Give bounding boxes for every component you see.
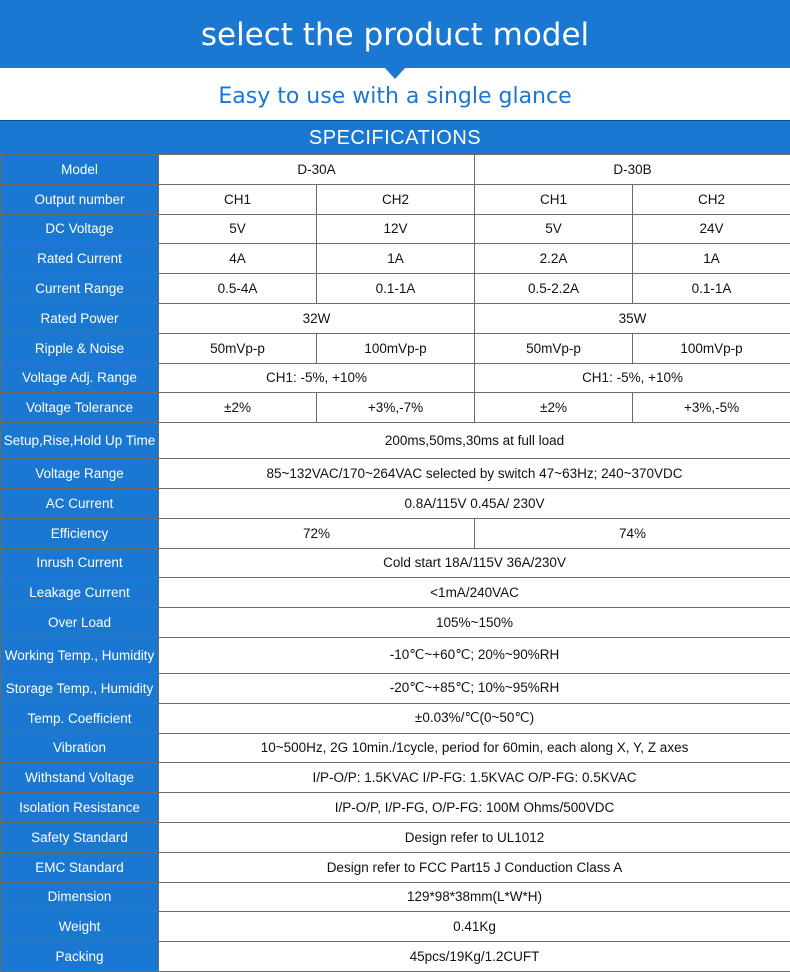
spec-row <box>1 578 790 608</box>
spec-value: 129*98*38mm(L*W*H) <box>159 882 790 912</box>
spec-value: 105%~150% <box>159 608 790 638</box>
specifications-heading: SPECIFICATIONS <box>0 120 790 154</box>
spec-value: 50mVp-p <box>475 333 633 363</box>
spec-value: 85~132VAC/170~264VAC selected by switch 47~63Hz; 240~370VDC <box>159 459 790 489</box>
spec-value: 12V <box>317 214 475 244</box>
page-title: select the product model <box>0 0 790 68</box>
spec-row <box>1 184 790 214</box>
spec-row <box>1 637 790 673</box>
spec-row <box>1 459 790 489</box>
spec-value: 0.1-1A <box>317 274 475 304</box>
spec-label: Rated Power <box>1 303 159 333</box>
spec-value: CH2 <box>317 184 475 214</box>
spec-label: Output number <box>1 184 159 214</box>
spec-value: CH1: -5%, +10% <box>159 363 475 393</box>
spec-value: 10~500Hz, 2G 10min./1cycle, period for 60min, each along X, Y, Z axes <box>159 733 790 763</box>
spec-label: Model <box>1 155 159 185</box>
title-banner <box>0 0 790 68</box>
spec-value: 4A <box>159 244 317 274</box>
spec-label: Inrush Current <box>1 548 159 578</box>
spec-label: Packing <box>1 942 159 972</box>
spec-row <box>1 852 790 882</box>
spec-value: 0.5-2.2A <box>475 274 633 304</box>
spec-label: AC Current <box>1 488 159 518</box>
spec-value: 200ms,50ms,30ms at full load <box>159 423 790 459</box>
spec-value: -20℃~+85℃; 10%~95%RH <box>159 673 790 703</box>
spec-row <box>1 423 790 459</box>
spec-value: 1A <box>633 244 790 274</box>
spec-value: ±0.03%/℃(0~50℃) <box>159 703 790 733</box>
spec-label: Ripple & Noise <box>1 333 159 363</box>
spec-value: CH1: -5%, +10% <box>475 363 790 393</box>
spec-label: Voltage Adj. Range <box>1 363 159 393</box>
spec-row <box>1 244 790 274</box>
spec-label: Setup,Rise,Hold Up Time <box>1 423 159 459</box>
spec-value: 5V <box>475 214 633 244</box>
spec-value: <1mA/240VAC <box>159 578 790 608</box>
spec-value: I/P-O/P: 1.5KVAC I/P-FG: 1.5KVAC O/P-FG: 0.5KVAC <box>159 763 790 793</box>
spec-label: Vibration <box>1 733 159 763</box>
spec-value: 2.2A <box>475 244 633 274</box>
spec-row <box>1 214 790 244</box>
spec-row <box>1 155 790 185</box>
spec-row <box>1 274 790 304</box>
specifications-table <box>0 154 790 972</box>
spec-value: +3%,-7% <box>317 393 475 423</box>
spec-value: 35W <box>475 303 790 333</box>
spec-value: 100mVp-p <box>317 333 475 363</box>
spec-value: ±2% <box>159 393 317 423</box>
spec-row <box>1 882 790 912</box>
spec-row <box>1 488 790 518</box>
spec-value: 5V <box>159 214 317 244</box>
banner-pointer <box>384 67 406 79</box>
spec-value: +3%,-5% <box>633 393 790 423</box>
spec-value: CH1 <box>159 184 317 214</box>
spec-row <box>1 793 790 823</box>
spec-label: Voltage Range <box>1 459 159 489</box>
spec-value: 45pcs/19Kg/1.2CUFT <box>159 942 790 972</box>
spec-value: 50mVp-p <box>159 333 317 363</box>
page-subtitle: Easy to use with a single glance <box>0 84 790 109</box>
spec-label: Storage Temp., Humidity <box>1 673 159 703</box>
spec-label: Efficiency <box>1 518 159 548</box>
spec-label: Rated Current <box>1 244 159 274</box>
spec-value: Cold start 18A/115V 36A/230V <box>159 548 790 578</box>
spec-label: Temp. Coefficient <box>1 703 159 733</box>
spec-value: 32W <box>159 303 475 333</box>
spec-row <box>1 673 790 703</box>
spec-value: D-30A <box>159 155 475 185</box>
spec-value: 0.5-4A <box>159 274 317 304</box>
spec-value: CH1 <box>475 184 633 214</box>
spec-label: Safety Standard <box>1 822 159 852</box>
spec-value: CH2 <box>633 184 790 214</box>
specifications-table-body <box>1 155 790 972</box>
spec-value: 72% <box>159 518 475 548</box>
spec-value: 0.8A/115V 0.45A/ 230V <box>159 488 790 518</box>
spec-value: 24V <box>633 214 790 244</box>
spec-row <box>1 303 790 333</box>
spec-value: 74% <box>475 518 790 548</box>
spec-value: -10℃~+60℃; 20%~90%RH <box>159 637 790 673</box>
spec-label: Working Temp., Humidity <box>1 637 159 673</box>
spec-row <box>1 733 790 763</box>
spec-label: Voltage Tolerance <box>1 393 159 423</box>
spec-row <box>1 518 790 548</box>
spec-row <box>1 763 790 793</box>
spec-row <box>1 822 790 852</box>
spec-row <box>1 912 790 942</box>
spec-label: Isolation Resistance <box>1 793 159 823</box>
spec-row <box>1 333 790 363</box>
spec-value: 0.1-1A <box>633 274 790 304</box>
spec-label: EMC Standard <box>1 852 159 882</box>
spec-value: 0.41Kg <box>159 912 790 942</box>
spec-value: 1A <box>317 244 475 274</box>
spec-row <box>1 703 790 733</box>
spec-value: I/P-O/P, I/P-FG, O/P-FG: 100M Ohms/500VDC <box>159 793 790 823</box>
spec-label: Current Range <box>1 274 159 304</box>
spec-label: Leakage Current <box>1 578 159 608</box>
spec-value: 100mVp-p <box>633 333 790 363</box>
spec-row <box>1 548 790 578</box>
spec-row <box>1 942 790 972</box>
spec-row <box>1 363 790 393</box>
spec-label: Dimension <box>1 882 159 912</box>
spec-value: Design refer to FCC Part15 J Conduction Class A <box>159 852 790 882</box>
spec-label: Withstand Voltage <box>1 763 159 793</box>
spec-row <box>1 393 790 423</box>
spec-label: Weight <box>1 912 159 942</box>
spec-label: Over Load <box>1 608 159 638</box>
spec-label: DC Voltage <box>1 214 159 244</box>
spec-value: ±2% <box>475 393 633 423</box>
spec-row <box>1 608 790 638</box>
spec-value: Design refer to UL1012 <box>159 822 790 852</box>
spec-value: D-30B <box>475 155 790 185</box>
